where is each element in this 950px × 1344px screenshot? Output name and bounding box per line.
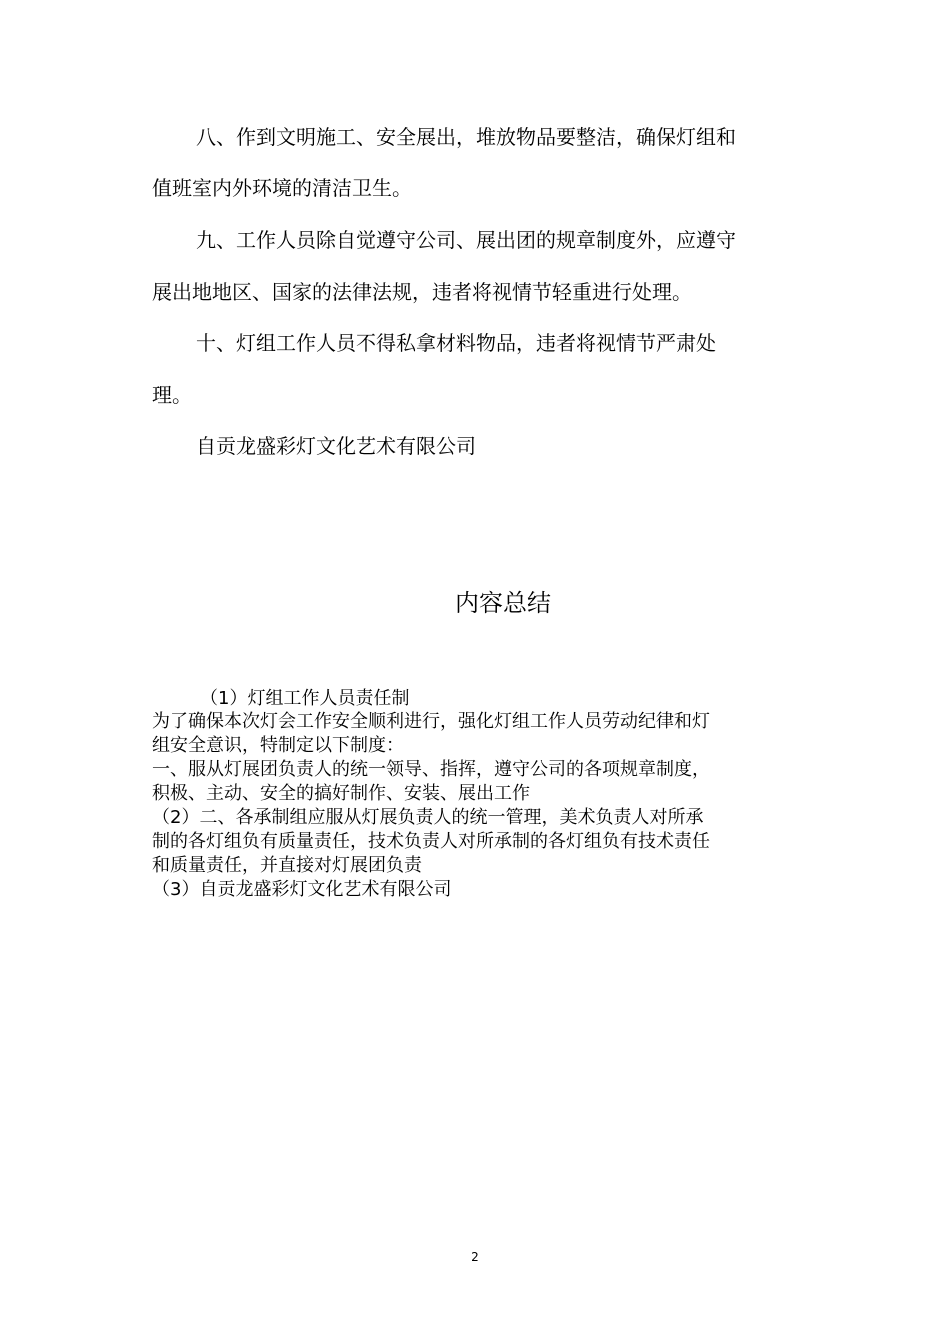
paragraph-10-line-2: 理。 xyxy=(152,383,192,407)
summary-line: 积极、主动、安全的搞好制作、安装、展出工作 xyxy=(152,783,530,804)
summary-line: 为了确保本次灯会工作安全顺利进行，强化灯组工作人员劳动纪律和灯 xyxy=(152,711,710,732)
paragraph-10-line-1: 十、灯组工作人员不得私拿材料物品，违者将视情节严肃处 xyxy=(196,331,716,355)
company-signature: 自贡龙盛彩灯文化艺术有限公司 xyxy=(196,434,476,458)
summary-line: 一、服从灯展团负责人的统一领导、指挥，遵守公司的各项规章制度， xyxy=(152,759,710,780)
paragraph-8-line-1: 八、作到文明施工、安全展出，堆放物品要整洁，确保灯组和 xyxy=(196,125,736,149)
paragraph-8-line-2: 值班室内外环境的清洁卫生。 xyxy=(152,176,412,200)
summary-line: （1）灯组工作人员责任制 xyxy=(200,688,410,709)
summary-line: 制的各灯组负有质量责任，技术负责人对所承制的各灯组负有技术责任 xyxy=(152,831,710,852)
summary-title: 内容总结 xyxy=(455,589,551,617)
summary-line: （2）二、各承制组应服从灯展负责人的统一管理，美术负责人对所承 xyxy=(152,807,704,828)
paragraph-9-line-1: 九、工作人员除自觉遵守公司、展出团的规章制度外，应遵守 xyxy=(196,228,736,252)
page-number: 2 xyxy=(471,1250,479,1264)
summary-line: 组安全意识，特制定以下制度： xyxy=(152,735,404,756)
summary-line: 和质量责任，并直接对灯展团负责 xyxy=(152,855,422,876)
paragraph-9-line-2: 展出地地区、国家的法律法规，违者将视情节轻重进行处理。 xyxy=(152,280,692,304)
summary-line: （3）自贡龙盛彩灯文化艺术有限公司 xyxy=(152,879,452,900)
